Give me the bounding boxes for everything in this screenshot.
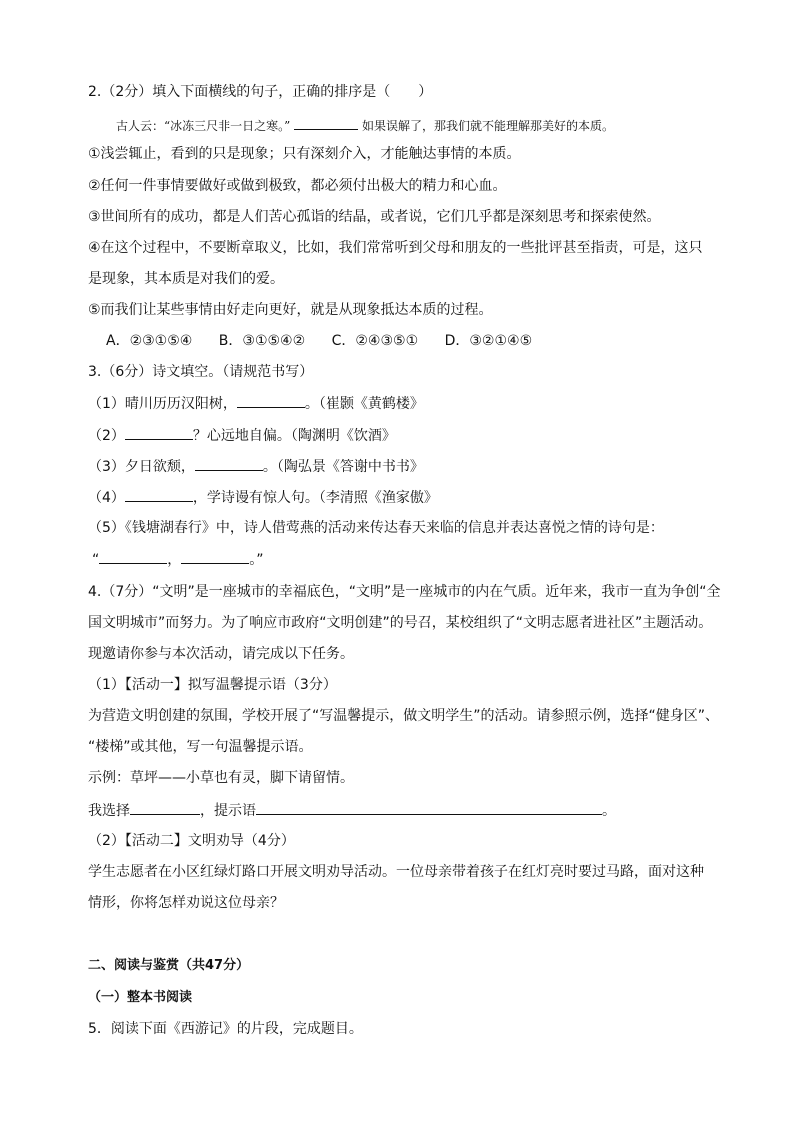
- choose-line: [88, 800, 616, 821]
- question-5-stem: 5．阅读下面《西游记》的片段，完成题目。: [88, 1021, 363, 1037]
- quote-after: 如果误解了，那我们就不能理解那美好的本质。: [361, 119, 614, 133]
- quote-before: 古人云：“冰冻三尺非一日之寒。”: [116, 119, 291, 133]
- activity-1-text-1: 为营造文明创建的氛围，学校开展了“写温馨提示，做文明学生”的活动。请参照示例，选择“健身区”、: [88, 708, 720, 724]
- question-4-para-3: 现邀请你参与本次活动，请完成以下任务。: [88, 646, 354, 662]
- section-2-subtitle: （一）整本书阅读: [88, 990, 193, 1005]
- sentence-5: ⑤而我们让某些事情由好走向更好，就是从现象抵达本质的过程。: [88, 302, 493, 318]
- poem-line-2-text: ？心远地自偏。（陶渊明《饮酒》: [192, 428, 396, 444]
- activity-1-text-2: “楼梯”或其他，写一句温馨提示语。: [88, 739, 313, 755]
- option-c[interactable]: C．②④③⑤①: [331, 333, 419, 349]
- poem-line-1-text: （1）晴川历历汉阳树，: [88, 396, 237, 412]
- sentence-3: ③世间所有的成功，都是人们苦心孤诣的结晶，或者说，它们几乎都是深刻思考和探索使然。: [88, 209, 661, 225]
- section-2-title: 二、阅读与鉴赏（共47分）: [88, 958, 250, 973]
- choice-blank[interactable]: [130, 800, 200, 815]
- answer-blank[interactable]: [125, 425, 193, 440]
- sentence-4-line-2: 是现象，其本质是对我们的爱。: [88, 271, 284, 287]
- poem-line-2-num: （2）: [88, 428, 125, 444]
- option-d[interactable]: D．③②①④⑤: [444, 333, 533, 349]
- comma: ，: [167, 552, 182, 568]
- poem-line-3-source: 。（陶弘景《答谢中书书》: [262, 459, 424, 475]
- close-quote: 。”: [249, 552, 264, 568]
- tip-blank[interactable]: [256, 800, 602, 815]
- poem-line-4: [88, 487, 438, 508]
- poem-line-6: [92, 549, 264, 570]
- answer-blank[interactable]: [195, 456, 263, 471]
- question-2-stem: 2.（2分）填入下面横线的句子，正确的排序是（ ）: [88, 84, 433, 100]
- poem-line-4-text: ，学诗谩有惊人句。（李清照《渔家傲》: [192, 490, 438, 506]
- poem-line-2: [88, 425, 396, 446]
- tip-label: ，提示语: [200, 803, 256, 819]
- activity-2-text-1: 学生志愿者在小区红绿灯路口开展文明劝导活动。一位母亲带着孩子在红灯亮时要过马路，面对这种: [88, 864, 704, 880]
- question-2-quote: [116, 115, 614, 136]
- answer-blank[interactable]: [237, 393, 305, 408]
- poem-line-3-text: （3）夕日欲颓，: [88, 459, 195, 475]
- answer-blank[interactable]: [125, 487, 193, 502]
- period: 。: [602, 803, 616, 819]
- quote-blank: [294, 115, 358, 130]
- poem-line-1: [88, 393, 424, 414]
- question-3-stem: 3.（6分）诗文填空。（请规范书写）: [88, 364, 314, 380]
- choose-label: 我选择: [88, 803, 130, 819]
- answer-blank[interactable]: [99, 549, 167, 564]
- question-2-options: [106, 331, 554, 351]
- option-a[interactable]: A．②③①⑤④: [106, 333, 193, 349]
- sentence-1: ①浅尝辄止，看到的只是现象；只有深刻介入，才能触达事情的本质。: [88, 146, 521, 162]
- poem-line-4-num: （4）: [88, 490, 125, 506]
- option-b[interactable]: B．③①⑤④②: [218, 333, 306, 349]
- poem-line-3: [88, 456, 424, 477]
- sentence-2: ②任何一件事情要做好或做到极致，都必须付出极大的精力和心血。: [88, 178, 507, 194]
- activity-2-text-2: 情形，你将怎样劝说这位母亲？: [88, 895, 284, 911]
- question-4-para-2: 国文明城市”而努力。为了响应市政府“文明创建”的号召，某校组织了“文明志愿者进社区”主题活动。: [88, 615, 713, 631]
- poem-line-5: （5）《钱塘湖春行》中，诗人借莺燕的活动来传达春天来临的信息并表达喜悦之情的诗句是：: [88, 520, 664, 536]
- sentence-4-line-1: ④在这个过程中，不要断章取义，比如，我们常常听到父母和朋友的一些批评甚至指责，可是，这只: [88, 240, 703, 256]
- answer-blank[interactable]: [181, 549, 249, 564]
- example-line: 示例：草坪——小草也有灵，脚下请留情。: [88, 770, 354, 786]
- activity-2-title: （2）【活动二】文明劝导（4分）: [88, 833, 295, 849]
- activity-1-title: （1）【活动一】拟写温馨提示语（3分）: [88, 677, 337, 693]
- question-4-para-1: 4.（7分）“文明”是一座城市的幸福底色，“文明”是一座城市的内在气质。近年来，我市一直为争创“全: [88, 584, 721, 600]
- poem-line-1-source: 。（崔颢《黄鹤楼》: [304, 396, 424, 412]
- open-quote: “: [92, 552, 100, 568]
